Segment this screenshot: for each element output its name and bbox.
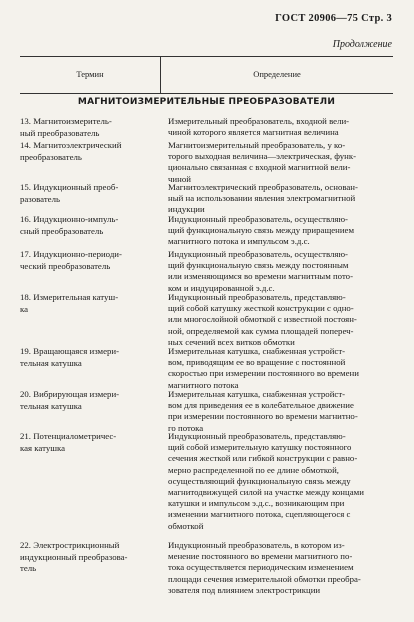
definition-line: Измерительная катушка, снабженная устройст- [168,389,346,399]
definition-line: ный на использовании явления электромагнитной [168,193,356,204]
term [20,540,148,575]
term-line: 14. Магнитоэлектрический [20,140,122,150]
term [20,214,148,237]
term-column-header: Термин [76,69,104,79]
term-line: 22. Электрострикционный [20,540,120,550]
definition-line: Индукционный преобразователь, в котором из- [168,540,345,550]
term-line: 16. Индукционно-импуль- [20,214,119,224]
definition-line: индукции [168,204,205,215]
definition-line: тока осуществляется периодическим изменением [168,562,354,573]
definition-column-header: Определение [253,69,301,79]
definition-line: или изменяющимся во времени магнитным пото- [168,271,354,282]
definition [168,214,414,248]
definition-line: площади сечения измерительной обмотки преобра- [168,573,361,584]
definition [168,389,414,434]
term-line: кая катушка [20,442,66,453]
term-line: тельная катушка [20,357,82,368]
term-line: 13. Магнитоизмеритель- [20,116,112,126]
page-header: ГОСТ 20906—75 Стр. 3 [275,13,392,24]
term-line: ный преобразователь [20,127,100,138]
term-line: преобразователь [20,151,82,162]
term-line: ка [20,303,29,314]
definition-line: Индукционный преобразователь, осуществляю- [168,249,348,259]
definition-line: щий функциональную связь между постоянным [168,260,349,271]
definition [168,292,414,348]
section-title: МАГНИТОИЗМЕРИТЕЛЬНЫЕ ПРЕОБРАЗОВАТЕЛИ [77,97,336,107]
definition [168,116,414,138]
term-line: индукционный преобразова- [20,551,128,562]
definition-line: Индукционный преобразователь, осуществляю- [168,214,348,224]
term-line: разователь [20,193,60,204]
term-line: 17. Индукционно-периоди- [20,249,122,259]
definition-line: зователя под влиянием электрострикции [168,584,321,595]
definition-line: го потока [168,422,204,433]
definition-line: Магнитоэлектрический преобразователь, основан- [168,182,358,192]
definition-line: или многослойной обмоткой с известной постоян- [168,314,357,325]
definition-line: торого выходная величина—электрическая, функ- [168,151,357,162]
definition-line: щий функциональную связь между приращением [168,225,355,236]
definition-line: Измерительная катушка, снабженная устройст- [168,346,346,356]
term-line: сный преобразователь [20,225,104,236]
term-line: 19. Вращающаяся измери- [20,346,120,356]
term-line: ческий преобразователь [20,260,111,271]
definition [168,140,414,185]
definition-line: мерно распределенной по ее длине обмоткой, [168,464,339,475]
definition-line: щий собой измерительную катушку постоянного [168,442,352,453]
definition-line: ционально связанная с входной магнитной вели- [168,162,351,173]
term [20,182,148,205]
definition-line: обмоткой [168,520,204,531]
definition [168,540,414,596]
definition-line: скоростью при измерении постоянного во времени [168,368,359,379]
definition-line: магнитодвижущей силой на участке между концами [168,487,364,498]
definition-line: ной, определяемой как сумма площадей попереч- [168,325,354,336]
definition-line: Индукционный преобразователь, представляю- [168,431,346,441]
definition-line: магнитного потока и импульсом э.д.с. [168,236,310,247]
definition [168,249,414,294]
definition-line: ком и индуцированной э.д.с. [168,282,275,293]
term [20,346,148,369]
definition-line: Индукционный преобразователь, представляю- [168,292,346,302]
definition [168,182,414,216]
definition-line: вом для приведения ее в колебательное движение [168,400,354,411]
definition-line: ных сечений всех витков обмотки [168,336,295,347]
definition-line: изменении магнитного потока, сцепляющегося с [168,509,351,520]
term [20,249,148,272]
definition-line: при измерении постоянного во времени магнитно- [168,411,358,422]
term-line: 21. Потенциалометричес- [20,431,117,441]
definition-line: магнитного потока [168,379,239,390]
definition-line: чиной [168,173,191,184]
term-line: тельная катушка [20,400,82,411]
definition [168,431,414,532]
term-line: 15. Индукционный преоб- [20,182,119,192]
definition-line: менение постоянного во времени магнитного по- [168,551,353,562]
term-line: 18. Измерительная катуш- [20,292,119,302]
definition-line: осуществляющий функциональную связь между [168,475,351,486]
term-line: 20. Вибрирующая измери- [20,389,120,399]
definition-line: катушки и импульсом э.д.с., возникающим при [168,498,345,509]
definition [168,346,414,391]
definition-line: щий собой катушку жесткой конструкции с одно- [168,303,354,314]
term [20,431,148,454]
term-line: тель [20,563,37,574]
term [20,292,148,315]
definition-line: вом, приводящим ее во вращение с постоянной [168,357,346,368]
definition-line: Магнитоизмерительный преобразователь, у ко- [168,140,346,150]
term [20,116,148,139]
term [20,389,148,412]
term [20,140,148,163]
definition-line: чиной которого является магнитная величина [168,127,339,138]
definition-line: Измерительный преобразователь, входной вели- [168,116,350,126]
continuation-label: Продолжение [332,39,392,50]
definition-line: сечения жесткой или гибкой конструкции с равно- [168,453,358,464]
